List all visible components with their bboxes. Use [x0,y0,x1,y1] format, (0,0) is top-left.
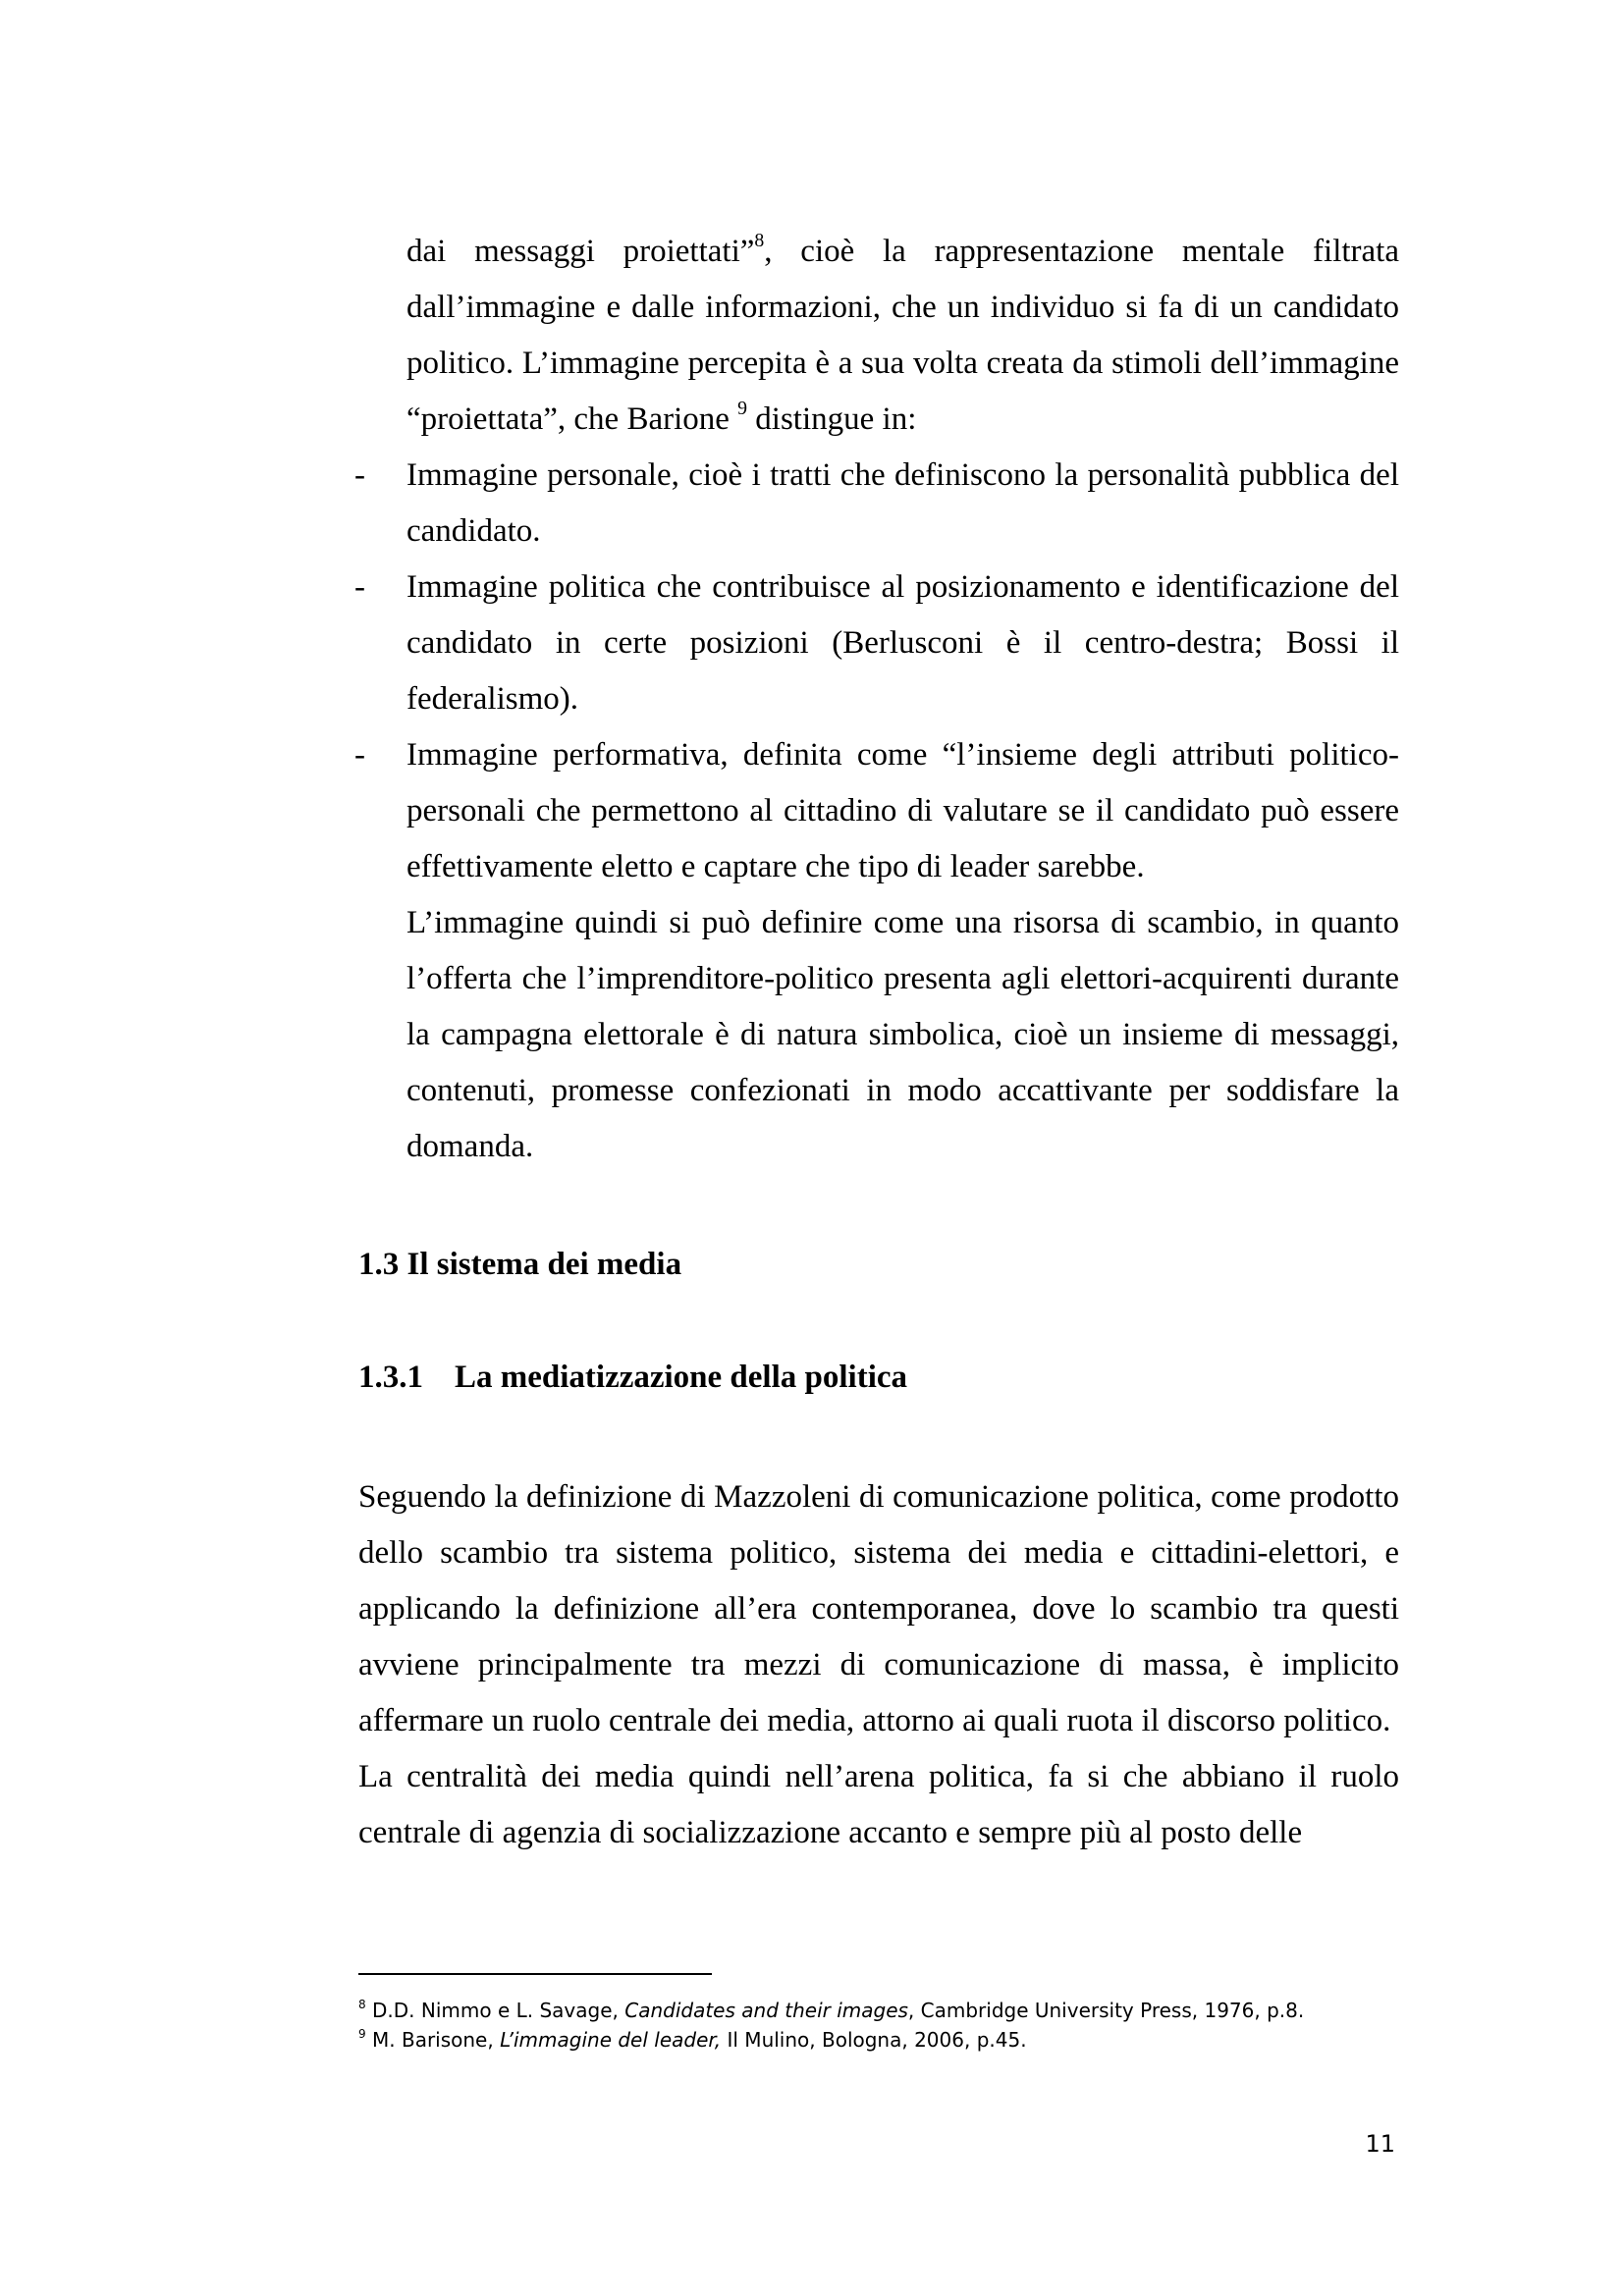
footnote-text: M. Barisone, [365,2028,501,2052]
paragraph: Seguendo la definizione di Mazzoleni di comunicazione politica, come prodotto dello scambio tra sistema politico, sistema dei media e cittadini-elettori, e applicando la definizione all’era contemporanea, dove lo scambio tra questi avviene principalmente tra mezzi di comunicazione di massa, è implicito affermare un ruolo centrale dei media, attorno ai quali ruota il discorso politico. [358,1479,1399,1738]
footnote-text: Il Mulino, Bologna, 2006, p.45. [721,2028,1027,2052]
footnotes [358,1996,1438,2055]
footnote-separator [358,1973,712,1975]
intro-text-b: , cioè la rappresentazione mentale filtrata dall’immagine e dalle informazioni, che un individuo si fa di un candidato politico. L’immagine percepita è a sua volta creata da stimoli dell’immagine “proiettata”, che Barione [406,234,1399,437]
footnote-ref-8[interactable]: 8 [754,230,765,252]
paragraph: La centralità dei media quindi nell’arena politica, fa si che abbiano il ruolo centrale di agenzia di socializzazione accanto e sempre più al posto delle [358,1759,1399,1850]
list-item [354,727,1399,895]
indented-block [354,224,1399,1175]
footnote-number: 8 [358,1997,366,2011]
footnote-number: 9 [358,2026,366,2041]
bullet-dash: - [354,737,365,773]
subsection-number: 1.3.1 [358,1360,423,1395]
intro-paragraph [406,224,1399,448]
section-heading: 1.3 Il sistema dei media [358,1247,682,1282]
subsection-heading [358,1360,907,1396]
list-item [354,448,1399,560]
footnote-text: , Cambridge University Press, 1976, p.8. [907,1999,1305,2022]
subsection-title: La mediatizzazione della politica [455,1360,908,1395]
closing-paragraph: L’immagine quindi si può definire come una risorsa di scambio, in quanto l’offerta che l’imprenditore-politico presenta agli elettori-acquirenti durante la campagna elettorale è di natura simbolica, cioè un insieme di messaggi, contenuti, promesse confezionati in modo accattivante per soddisfare la domanda. [406,905,1399,1164]
footnote-title: Candidates and their images [624,1999,908,2022]
bullet-dash: - [354,457,365,493]
intro-text-a: dai messaggi proiettati” [406,234,755,269]
list-item-text: Immagine performativa, definita come “l’insieme degli attributi politico-personali che permettono al cittadino di valutare se il candidato può essere effettivamente eletto e captare che tipo di leader sarebbe. [406,737,1399,884]
bullet-dash: - [354,569,365,605]
list-item [354,560,1399,727]
footnote-ref-9[interactable]: 9 [737,398,748,420]
footnote-8 [358,1996,1438,2025]
footnote-title: L’immagine del leader, [500,2028,722,2052]
footnote-text: D.D. Nimmo e L. Savage, [365,1999,625,2022]
list-item-text: Immagine politica che contribuisce al posizionamento e identificazione del candidato in certe posizioni (Berlusconi è il centro-destra; Bossi il federalismo). [406,569,1399,717]
page-number: 11 [1365,2130,1395,2158]
intro-text-c: distingue in: [747,401,917,437]
footnote-9 [358,2025,1438,2055]
list-item-text: Immagine personale, cioè i tratti che definiscono la personalità pubblica del candidato. [406,457,1399,549]
main-text [358,1469,1399,1861]
